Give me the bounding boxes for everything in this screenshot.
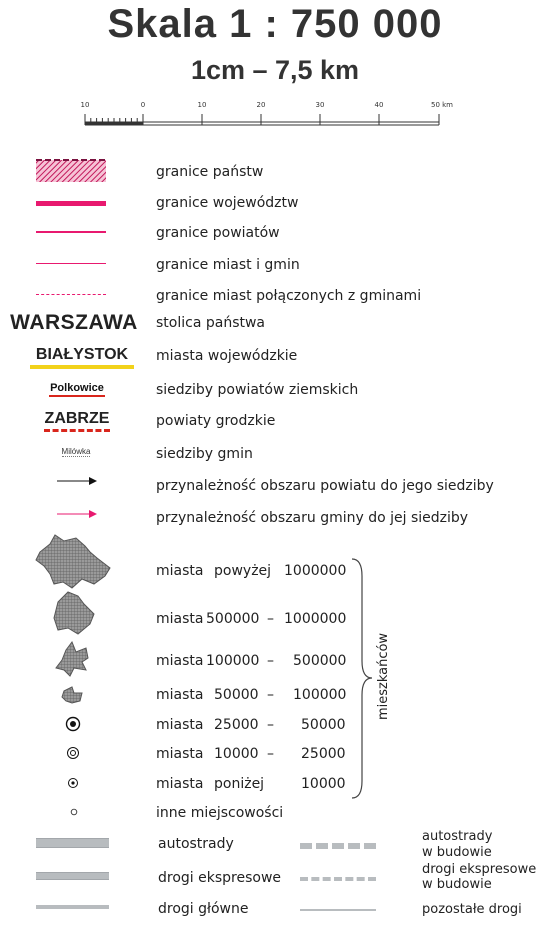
legend-county-seat: siedziby powiatów ziemskich [156,382,359,398]
legend-main-road: drogi główne [158,901,249,917]
scale-tick-label: 0 [140,101,146,109]
scale-tick-label: 10 [80,101,90,109]
double-circle-icon [65,745,81,761]
expressway-construction-line [300,877,376,885]
population-row-label: miasta [156,717,204,733]
legend-county-arrow: przynależność obszaru powiatu do jego siedziby [156,478,494,494]
circle-dot-small-icon [66,776,80,790]
motorway-construction-line [300,843,376,855]
scale-tick-label: 40 [374,101,384,109]
city-county-sample [22,407,132,435]
legend-merged-town-border: granice miast połączonych z gminami [156,288,422,304]
legend-motorway-construction-2: w budowie [422,845,492,860]
legend-expressway-construction-1: drogi ekspresowe [422,862,537,877]
voivodeship-city-sample-text: BIAŁYSTOK [30,346,134,369]
brace-label-wrap [340,632,424,721]
population-other: inne miejscowości [156,805,284,821]
commune-seat-sample-text: Milówka [61,447,91,456]
legend-expressway: drogi ekspresowe [158,870,282,886]
legend-town-border: granice miast i gmin [156,257,300,273]
population-row-label: miasta [156,776,204,792]
population-row-label: miasta [156,746,204,762]
population-row-range: 25000 [214,717,259,733]
county-seat-sample-text: Polkowice [49,382,105,397]
scale-tick-label: 10 [197,101,207,109]
motorway-line [36,838,109,848]
population-row-range: powyżej [214,563,272,579]
small-circle-icon [69,807,79,817]
legend-voivodeship-border: granice województw [156,195,299,211]
expressway-line [36,872,109,880]
population-unit-label: mieszkańców [376,632,392,721]
population-row-dash: – [267,746,274,762]
population-row-label: miasta [156,611,204,627]
population-row-label: miasta [156,653,204,669]
population-row-dash: – [267,717,274,733]
arrow-right-icon [55,474,99,488]
merged-town-border-line [36,294,106,295]
population-row-dash: – [267,611,274,627]
scale-subtitle: 1cm – 7,5 km [190,55,360,85]
population-row-range: 500000 [206,611,260,627]
city-area-icon [50,590,105,640]
population-row-range: 50000 [214,687,259,703]
legend-capital: stolica państwa [156,315,266,331]
city-area-icon [52,640,97,680]
legend-commune-arrow: przynależność obszaru gminy do jej siedziby [156,510,469,526]
voivodeship-border-line [36,201,106,206]
scale-title: Skala 1 : 750 000 [107,2,443,46]
population-row-dash: – [267,687,274,703]
scale-tick-label: 20 [256,101,266,109]
capital-sample [0,308,148,338]
country-border-icon [30,157,110,183]
city-county-sample-text: ZABRZE [44,410,111,432]
population-row-label: miasta [156,563,204,579]
population-row-range: poniżej [214,776,265,792]
main-road-line [36,905,109,909]
legend-country-border: granice państw [156,164,264,180]
legend-voivodeship-city: miasta wojewódzkie [156,348,298,364]
commune-seat-sample [40,444,112,460]
population-row-dash: – [267,653,274,669]
capital-sample-text: WARSZAWA [10,311,138,334]
population-row-label: miasta [156,687,204,703]
population-row-value: 50000 [301,717,346,733]
scale-bar-graphic [80,108,450,128]
legend-motorway: autostrady [158,836,234,852]
other-road-line [300,909,376,911]
population-row-value: 100000 [293,687,347,703]
population-row-value: 25000 [301,746,346,762]
scale-tick-label: 50 km [430,101,454,109]
county-border-line [36,231,106,233]
county-seat-sample [22,378,132,400]
population-row-value: 10000 [301,776,346,792]
arrow-right-pink-icon [55,507,99,521]
scale-tick-label: 30 [315,101,325,109]
population-row-range: 10000 [214,746,259,762]
city-area-icon [58,683,88,709]
legend-other-road: pozostałe drogi [422,902,522,917]
legend-city-county: powiaty grodzkie [156,413,276,429]
population-row-value: 1000000 [284,611,347,627]
city-area-icon [30,532,120,592]
population-row-value: 1000000 [284,563,347,579]
legend-motorway-construction-1: autostrady [422,829,493,844]
population-row-value: 500000 [293,653,347,669]
voivodeship-city-sample [22,343,142,371]
town-border-line [36,263,106,264]
legend-commune-seat: siedziby gmin [156,446,253,462]
legend-county-border: granice powiatów [156,225,280,241]
population-row-range: 100000 [206,653,260,669]
legend-expressway-construction-2: w budowie [422,877,492,892]
circle-dot-icon [63,714,83,734]
